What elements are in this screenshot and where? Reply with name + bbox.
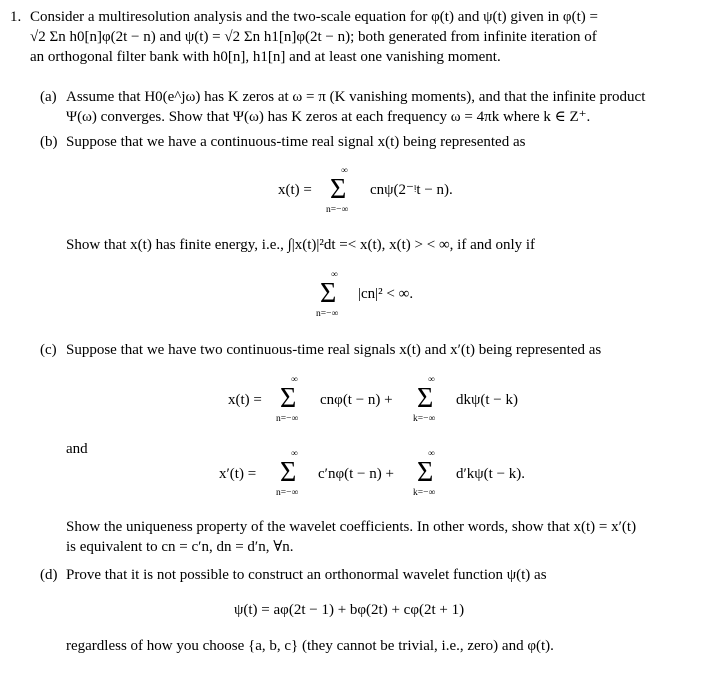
part-d-equation: ψ(t) = aφ(2t − 1) + bφ(2t) + cφ(2t + 1) [234,602,465,618]
part-c-line-1: Show the uniqueness property of the wavelet coefficients. In other words, show that x(t) = x′(t) [66,519,637,535]
part-c-eq1-body2: dkψ(t − k) [456,392,519,408]
part-b-eq2-sum-top: ∞ [331,270,338,280]
intro-line-1: Consider a multiresolution analysis and the two-scale equation for φ(t) and ψ(t) given in φ(t) = [30,9,598,25]
problem-number: 1. [10,9,22,25]
part-c-and: and [66,441,88,457]
part-a-line-2: Ψ(ω) converges. Show that Ψ(ω) has K zeros at each frequency ω = 4πk where k ∈ Z⁺. [66,109,591,125]
part-c-eq2-sum2-bottom: k=−∞ [413,488,436,498]
part-c-intro: Suppose that we have two continuous-time real signals x(t) and x′(t) being represented as [66,342,602,358]
part-c-eq2-sum1-top: ∞ [291,449,298,459]
part-b-condition: Show that x(t) has finite energy, i.e., ∫|x(t)|²dt =< x(t), x(t) > < ∞, if and only if [66,237,536,253]
summation-symbol: Σ [330,174,347,205]
part-d-intro: Prove that it is not possible to construct an orthonormal wavelet function ψ(t) as [66,567,547,583]
part-b-eq1-lhs: x(t) = [278,182,312,198]
part-c-line-2: is equivalent to cn = c′n, dn = d′n, ∀n. [66,539,294,555]
part-c-eq1-sum2-bottom: k=−∞ [413,414,436,424]
part-b-intro: Suppose that we have a continuous-time real signal x(t) being represented as [66,134,526,150]
part-d-closing: regardless of how you choose {a, b, c} (they cannot be trivial, i.e., zero) and φ(t). [66,638,554,654]
part-a-label: (a) [40,89,57,105]
part-c-eq2-body2: d′kψ(t − k). [456,466,526,482]
part-d-label: (d) [40,567,58,583]
part-b-eq1-sum-bottom: n=−∞ [326,205,349,215]
part-a-line-1: Assume that H0(e^jω) has K zeros at ω = π (K vanishing moments), and that the infinite product [66,89,646,105]
intro-line-3: an orthogonal filter bank with h0[n], h1[n] and at least one vanishing moment. [30,49,501,65]
part-c-eq1-body1: cnφ(t − n) + [320,392,393,408]
part-c-eq1-sum1-bottom: n=−∞ [276,414,299,424]
part-b-eq1-sum-top: ∞ [341,166,348,176]
part-b-eq2-sum-bottom: n=−∞ [316,309,339,319]
intro-line-2: √2 Σn h0[n]φ(2t − n) and ψ(t) = √2 Σn h1[n]φ(2t − n); both generated from infinite iteration of [30,29,597,45]
part-c-eq1-sum1-top: ∞ [291,375,298,385]
summation-symbol: Σ [417,383,434,414]
part-b-eq1-body: cnψ(2⁻ᵎt − n). [370,182,453,198]
part-c-eq1-lhs: x(t) = [228,392,262,408]
part-c-eq2-sum1-bottom: n=−∞ [276,488,299,498]
part-c-eq1-sum2-top: ∞ [428,375,435,385]
summation-symbol: Σ [417,457,434,488]
part-b-eq2-body: |cn|² < ∞. [358,286,414,302]
part-c-eq2-sum2-top: ∞ [428,449,435,459]
summation-symbol: Σ [320,278,337,309]
part-b-label: (b) [40,134,58,150]
part-c-eq2-body1: c′nφ(t − n) + [318,466,394,482]
summation-symbol: Σ [280,383,297,414]
part-c-eq2-lhs: x′(t) = [219,466,257,482]
summation-symbol: Σ [280,457,297,488]
part-c-label: (c) [40,342,57,358]
